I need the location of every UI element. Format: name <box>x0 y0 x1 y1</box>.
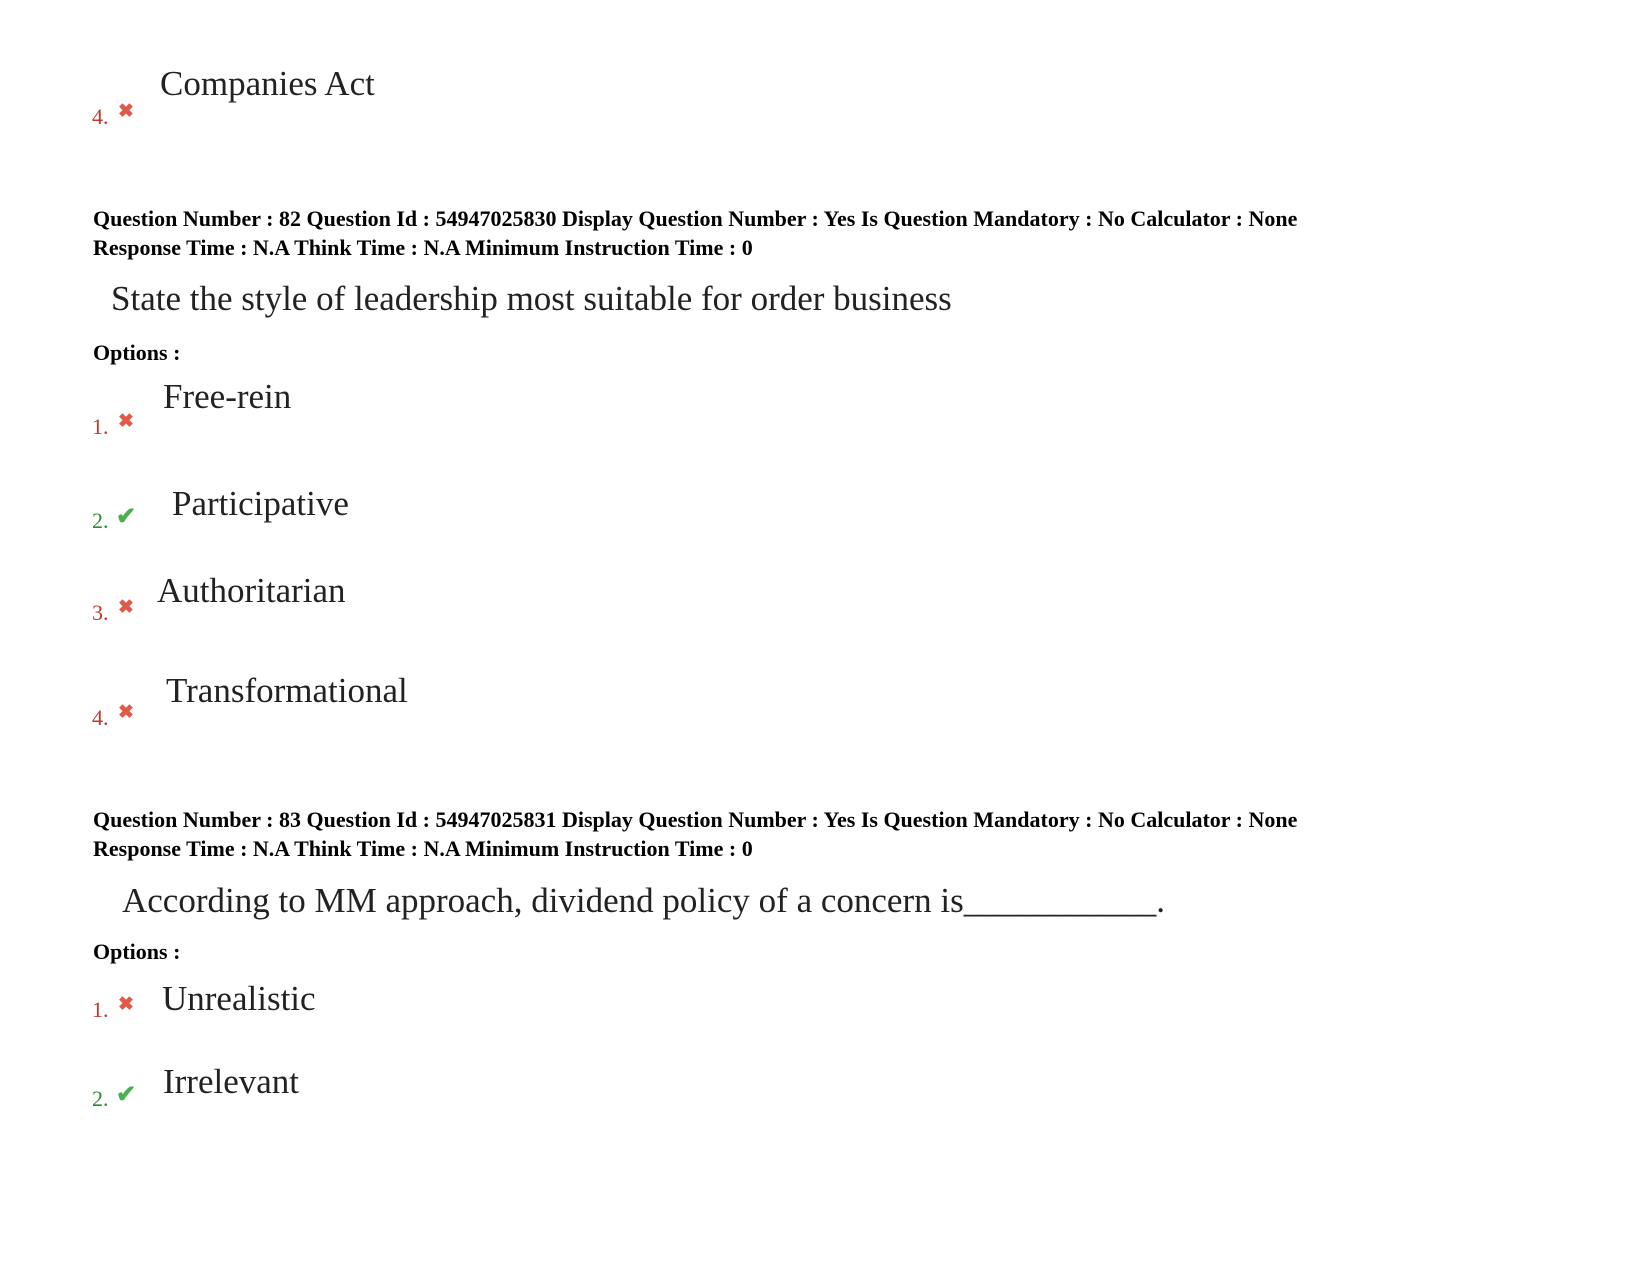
option-number: 4. <box>92 104 109 129</box>
option-number: 4. <box>92 705 109 730</box>
option-text: Companies Act <box>160 64 375 103</box>
option-text: Transformational <box>166 671 408 710</box>
check-mark-icon: ✔ <box>116 1082 137 1108</box>
cross-mark-icon: ✖ <box>118 597 134 618</box>
option-text: Authoritarian <box>157 571 346 610</box>
question-meta-line2: Response Time : N.A Think Time : N.A Minimum Instruction Time : 0 <box>93 235 753 260</box>
question-meta <box>93 204 1297 262</box>
option-number: 2. <box>92 508 109 533</box>
options-label: Options : <box>93 340 181 365</box>
question-meta <box>93 805 1297 863</box>
cross-mark-icon: ✖ <box>118 101 134 122</box>
question-text: State the style of leadership most suitable for order business <box>111 279 952 318</box>
option-text: Unrealistic <box>162 979 316 1018</box>
option-number: 1. <box>92 414 109 439</box>
option-text: Free-rein <box>163 377 292 416</box>
cross-mark-icon: ✖ <box>118 411 134 432</box>
option-text: Irrelevant <box>163 1062 300 1101</box>
cross-mark-icon: ✖ <box>118 994 134 1015</box>
question-meta-line2: Response Time : N.A Think Time : N.A Minimum Instruction Time : 0 <box>93 836 753 861</box>
question-text: According to MM approach, dividend policy of a concern is___________. <box>122 881 1165 920</box>
option-number: 1. <box>92 997 109 1022</box>
options-label: Options : <box>93 939 181 964</box>
option-text: Participative <box>172 484 349 523</box>
option-number: 3. <box>92 600 109 625</box>
cross-mark-icon: ✖ <box>118 702 134 723</box>
check-mark-icon: ✔ <box>116 504 137 530</box>
question-meta-line1: Question Number : 82 Question Id : 54947025830 Display Question Number : Yes Is Question Mandatory : No Calculator : None <box>93 206 1298 231</box>
question-meta-line1: Question Number : 83 Question Id : 54947025831 Display Question Number : Yes Is Question Mandatory : No Calculator : None <box>93 807 1298 832</box>
option-number: 2. <box>92 1086 109 1111</box>
